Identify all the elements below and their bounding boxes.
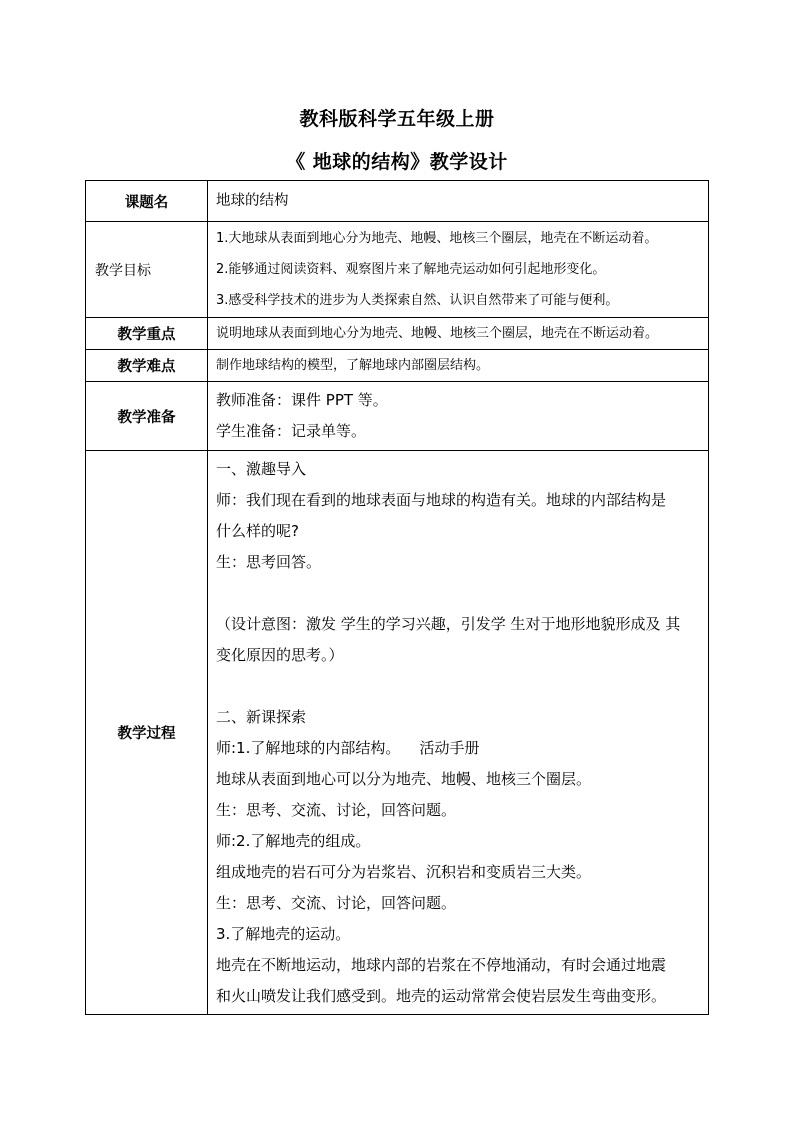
process-line: 二、新课探索 — [216, 707, 307, 726]
difficulty-label: 教学难点 — [86, 350, 208, 382]
blank-line — [216, 671, 702, 702]
process-line: 生：思考、交流、讨论，回答问题。 — [216, 893, 457, 912]
document-title: 教科版科学五年级上册 — [299, 108, 495, 130]
process-line: 组成地壳的岩石可分为岩浆岩、沉积岩和变质岩三大类。 — [216, 862, 592, 881]
blank-line — [216, 578, 702, 609]
goal-line: 3.感受科学技术的进步为人类探索自然、认识自然带来了可能与便利。 — [216, 293, 619, 308]
topic-label: 课题名 — [86, 181, 208, 222]
process-line: 师:2.了解地壳的组成。 — [216, 831, 371, 850]
table-row — [86, 451, 709, 1015]
process-line: 师:1.了解地球的内部结构。 活动手册 — [216, 738, 480, 757]
goal-line: 2.能够通过阅读资料、观察图片来了解地壳运动如何引起地形变化。 — [216, 262, 606, 277]
table-row — [86, 318, 709, 350]
process-line: 和火山喷发让我们感受到。地壳的运动常常会使岩层发生弯曲变形。 — [216, 986, 667, 1005]
process-line: 师：我们现在看到的地球表面与地球的构造有关。地球的内部结构是 — [216, 490, 667, 509]
table-row — [86, 222, 709, 318]
preparation-line: 教师准备：课件 PPT 等。 — [216, 391, 388, 409]
process-line: 生：思考回答。 — [216, 552, 322, 571]
goal-line: 1.大地球从表面到地心分为地壳、地幔、地核三个圈层，地壳在不断运动着。 — [216, 231, 658, 246]
process-line: 变化原因的思考。） — [216, 645, 344, 664]
table-row — [86, 382, 709, 451]
preparation-line: 学生准备：记录单等。 — [216, 422, 367, 440]
table-row — [86, 181, 709, 222]
difficulty-value: 制作地球结构的模型，了解地球内部圈层结构。 — [208, 350, 709, 382]
document-subtitle: 《 地球的结构》教学设计 — [286, 151, 508, 173]
topic-value: 地球的结构 — [208, 181, 709, 222]
process-label: 教学过程 — [86, 451, 208, 1015]
preparation-label: 教学准备 — [86, 382, 208, 451]
process-value — [208, 451, 709, 1015]
goals-label: 教学目标 — [86, 222, 208, 318]
process-line: 一、激趣导入 — [216, 459, 307, 478]
key-points-value: 说明地球从表面到地心分为地壳、地幔、地核三个圈层，地壳在不断运动着。 — [208, 318, 709, 350]
lesson-plan-table — [85, 180, 709, 1015]
key-points-label: 教学重点 — [86, 318, 208, 350]
table-row — [86, 350, 709, 382]
process-line: 生：思考、交流、讨论，回答问题。 — [216, 800, 457, 819]
process-line: 什么样的呢? — [216, 521, 299, 540]
process-line: 地壳在不断地运动，地球内部的岩浆在不停地涌动，有时会通过地震 — [216, 955, 667, 974]
goals-value — [208, 222, 709, 318]
process-line: 3.了解地壳的运动。 — [216, 924, 351, 943]
process-line: 地球从表面到地心可以分为地壳、地幔、地核三个圈层。 — [216, 769, 592, 788]
process-line: （设计意图：激发 学生的学习兴趣，引发学 生对于地形地貌形成及 其 — [216, 614, 681, 633]
preparation-value — [208, 382, 709, 451]
